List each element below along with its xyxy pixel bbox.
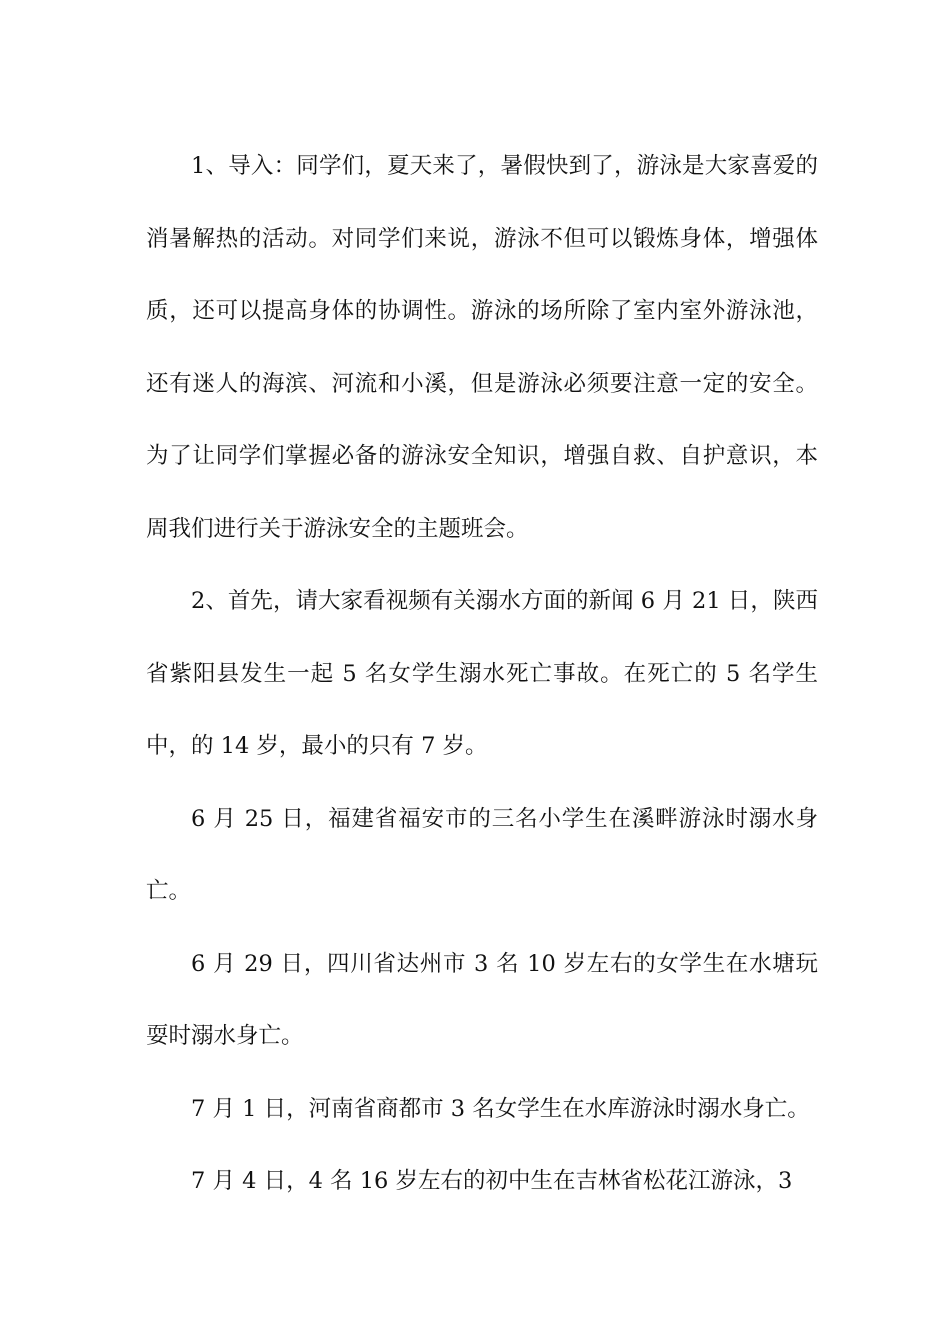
paragraph-news-july-4: 7 月 4 日，4 名 16 岁左右的初中生在吉林省松花江游泳，3 bbox=[191, 1168, 793, 1194]
document-body bbox=[146, 130, 818, 1218]
paragraph-news-june-29: 6 月 29 日，四川省达州市 3 名 10 岁左右的女学生在水塘玩耍时溺水身亡。 bbox=[146, 950, 818, 1049]
paragraph-news-june-25: 6 月 25 日，福建省福安市的三名小学生在溪畔游泳时溺水身亡。 bbox=[146, 805, 818, 904]
paragraph-intro: 1、导入：同学们，夏天来了，暑假快到了，游泳是大家喜爱的消暑解热的活动。对同学们来说，游泳不但可以锻炼身体，增强体质，还可以提高身体的协调性。游泳的场所除了室内室外游泳池，还有迷人的海滨、河流和小溪，但是游泳必须要注意一定的安全。为了让同学们掌握必备的游泳安全知识，增强自救、自护意识，本周我们进行关于游泳安全的主题班会。 bbox=[146, 153, 818, 542]
paragraph-news-july-1: 7 月 1 日，河南省商都市 3 名女学生在水库游泳时溺水身亡。 bbox=[191, 1095, 810, 1122]
paragraph-news-june-21: 2、首先，请大家看视频有关溺水方面的新闻 6 月 21 日，陕西省紫阳县发生一起 5 名女学生溺水死亡事故。在死亡的 5 名学生中，的 14 岁，最小的只有 7 岁。 bbox=[146, 588, 818, 759]
